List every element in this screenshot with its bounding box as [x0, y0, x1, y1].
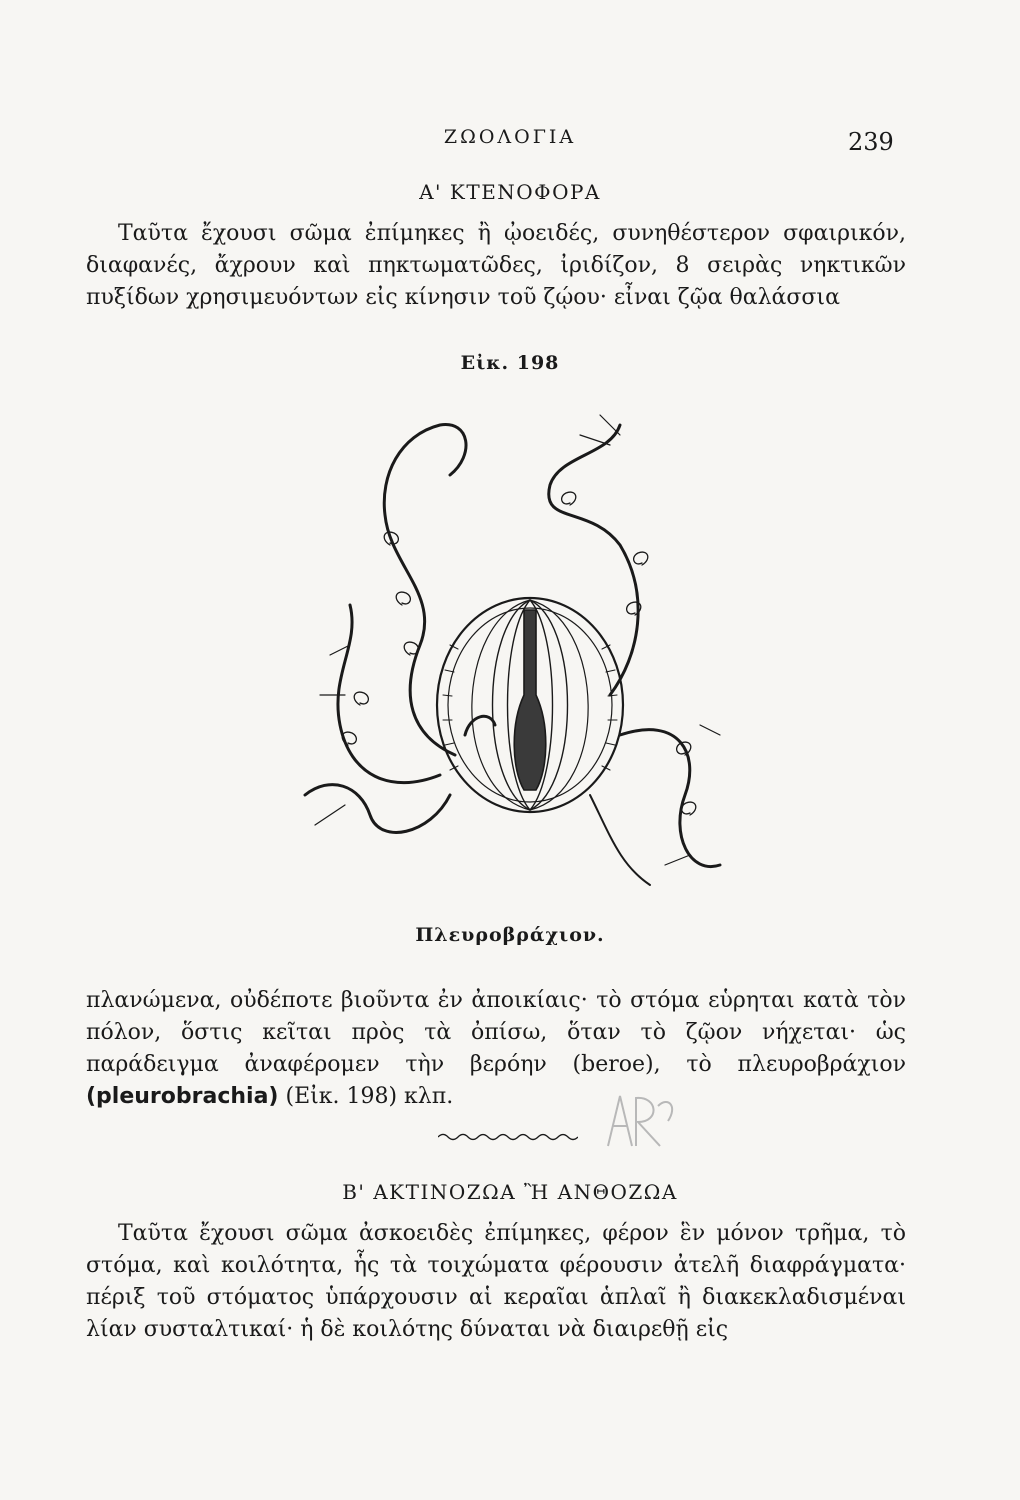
section-a-title: Α' ΚΤΕΝΟΦΟΡΑ [419, 180, 601, 204]
section-a-paragraph: Ταῦτα ἔχουσι σῶμα ἐπίμηκες ἢ ᾠοειδές, συνηθέστερον σφαιρικόν, διαφανές, ἄχρουν καὶ πηκτωματῶδες, ἰριδίζον, 8 σειρὰς νηκτικῶν πυξίδων χρησιμευόντων εἰς κίνησιν τοῦ ζῴου· εἶναι ζῷα θαλάσσια [86, 221, 906, 310]
library-stamp [598, 1086, 688, 1156]
latin-term: (pleurobrachia) [86, 1084, 279, 1109]
figure-label: Εἰκ. 198 [460, 352, 560, 374]
continuation-paragraph [86, 985, 906, 1113]
page-number: 239 [848, 128, 894, 156]
section-b-title: Β' ΑΚΤΙΝΟΖΩΑ Ἢ ΑΝΘΟΖΩΑ [342, 1180, 678, 1204]
pleurobrachia-illustration [290, 395, 730, 915]
continuation-ending: (Εἰκ. 198) κλπ. [285, 1084, 454, 1109]
figure-caption: Πλευροβράχιον. [415, 924, 605, 946]
running-title: ΖΩΟΛΟΓΙΑ [443, 126, 577, 148]
continuation-text: πλανώμενα, οὐδέποτε βιοῦντα ἐν ἀποικίαις· τὸ στόμα εὑρηται κατὰ τὸν πόλον, ὅστις κεῖται πρὸς τὰ ὀπίσω, ὅταν τὸ ζῷον νήχεται· ὡς παράδειγμα ἀναφέρομεν τὴν βερόην (beroe), τὸ πλευροβράχιον [86, 988, 906, 1077]
section-divider [438, 1131, 578, 1143]
section-b-paragraph: Ταῦτα ἔχουσι σῶμα ἀσκοειδὲς ἐπίμηκες, φέρον ἓν μόνον τρῆμα, τὸ στόμα, καὶ κοιλότητα, ἧς τὰ τοιχώματα φέρουσιν ἀτελῆ διαφράγματα· πέριξ τοῦ στόματος ὑπάρχουσιν αἱ κεραῖαι ἁπλαῖ ἢ διακεκλαδισμέναι λίαν συσταλτικαί· ἡ δὲ κοιλότης δύναται νὰ διαιρεθῇ εἰς [86, 1221, 906, 1342]
